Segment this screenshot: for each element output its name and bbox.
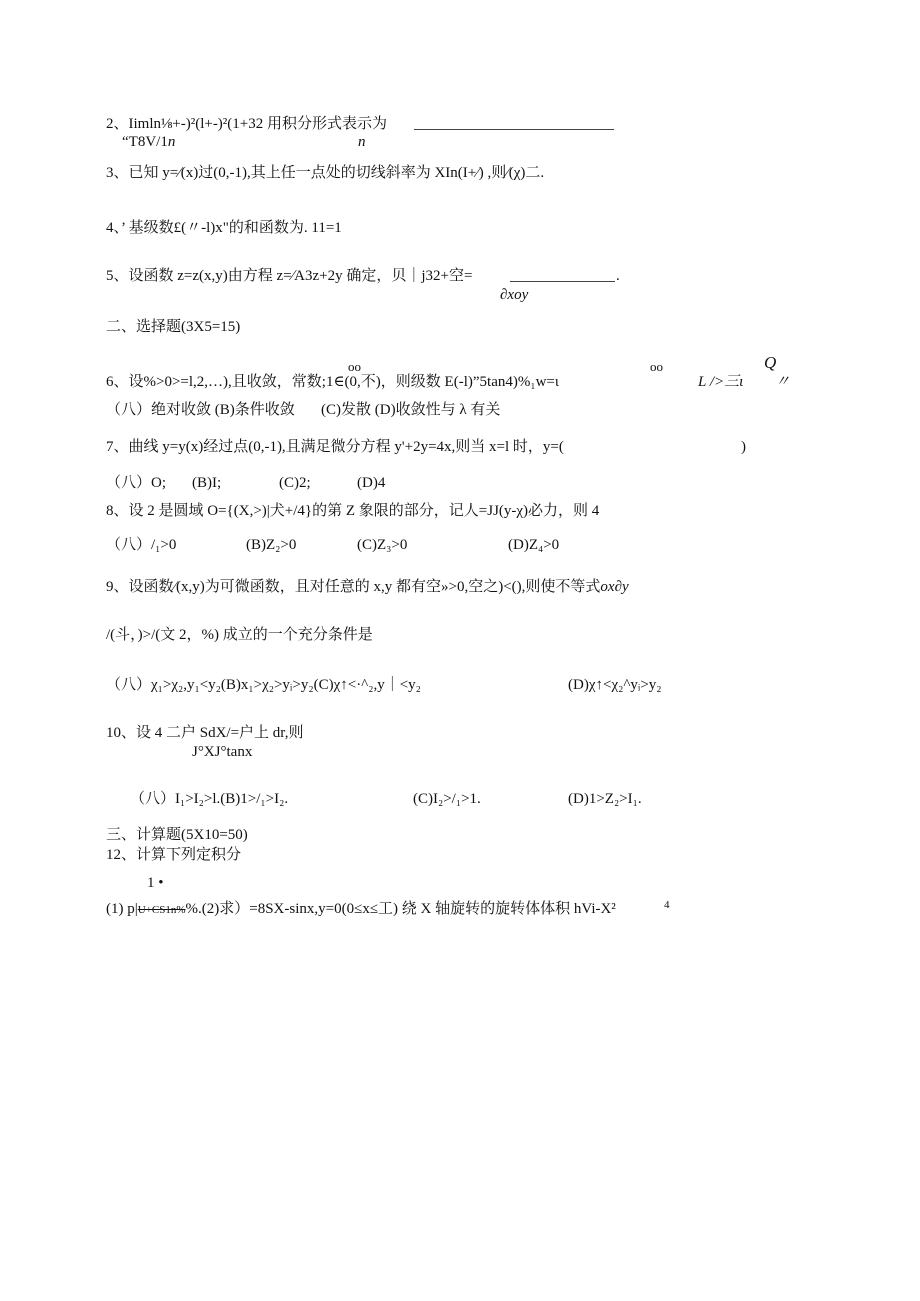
question-9-line-2: /(斗，)>/(文 2，%) 成立的一个充分条件是 [106, 627, 373, 643]
question-8-option-a: （八）/₁>0 [106, 537, 177, 553]
question-6-tail: L />三ι [698, 374, 744, 390]
question-5: 5、设函数 z=z(x,y)由方程 z=∕A3z+2y 确定，贝｜j32+空= [106, 268, 473, 284]
question-10: 10、设 4 二户 SdX/=户上 dr,则 [106, 725, 304, 741]
question-9-options: （八）χ₁>χ₂,y₁<y₂(B)x₁>χ₂>yᵢ>y₂(C)χ↑<·^₂,y｜<y₂ [106, 677, 421, 693]
question-6: 6、设%>0>=l,2,…),且收敛，常数;1∈(0,不)，则级数 E(-l)”5tan4)%₁w=ι [106, 374, 559, 390]
question-8-option-d: (D)Z₄>0 [508, 537, 560, 553]
question-6-infinity-1: oo [348, 359, 361, 374]
question-7-option-d: (D)4 [357, 475, 386, 491]
question-2-subscript-n: n [358, 134, 366, 150]
question-12-superscript-4: 4 [664, 899, 670, 911]
question-6-quote: 〃 [775, 374, 791, 390]
question-10-integrals: J°XJ°tanx [192, 744, 253, 760]
question-12-part-1: (1) p|U+CS1n%%.(2)求）=8SX-sinx,y=0(0≤x≤工) 绕 X 轴旋转的旋转体体积 hVi-X² [106, 901, 616, 917]
question-12-dot: 1 • [147, 875, 164, 891]
question-5-period: . [616, 268, 620, 284]
question-12: 12、计算下列定积分 [106, 847, 242, 863]
answer-blank-q5 [510, 281, 615, 282]
question-6-infinity-2: oo [650, 359, 663, 374]
question-10-option-c: (C)I₂>/₁>1. [413, 791, 481, 807]
question-10-option-a: （八）I₁>I₂>l.(B)1>/₁>I₂. [130, 791, 289, 807]
question-4: 4、’ 基级数£(〃-l)x"的和函数为. 11=1 [106, 220, 342, 236]
question-7-option-b: (B)I; [192, 475, 222, 491]
section-2-title: 二、选择题(3X5=15) [106, 319, 241, 335]
question-6-q: Q [764, 353, 777, 372]
question-5-denominator: ∂xoy [500, 287, 529, 303]
question-3: 3、已知 y=∕(x)过(0,-1),其上任一点处的切线斜率为 XIn(I+∕) ,则∕(χ)二. [106, 165, 545, 181]
question-8: 8、设 2 是圆域 O={(X,>)|犬+/4}的第 Z 象限的部分，记人=JJ(y-χ)必力，则 4 [106, 503, 600, 519]
question-8-option-b: (B)Z₂>0 [246, 537, 297, 553]
question-2-subscript-left: “T8V/1n [122, 134, 176, 150]
question-7-option-a: （八）O; [106, 475, 167, 491]
question-7-option-c: (C)2; [279, 475, 311, 491]
question-9: 9、设函数∕(x,y)为可微函数，且对任意的 x,y 都有空»>0,空之)<(),则使不等式ox∂y [106, 579, 629, 595]
question-8-option-c: (C)Z₃>0 [357, 537, 408, 553]
question-2: 2、Iimln⅛+-)²(l+-)²(1+32 用积分形式表示为 [106, 116, 388, 132]
question-9-option-d: (D)χ↑<χ₂^yᵢ>y₂ [568, 677, 662, 693]
question-7: 7、曲线 y=y(x)经过点(0,-1),且满足微分方程 y'+2y=4x,则当 x=l 时，y=( [106, 439, 564, 455]
question-10-option-d: (D)1>Z₂>I₁. [568, 791, 642, 807]
question-6-options: （八）绝对收敛 (B)条件收敛 (C)发散 (D)收敛性与 λ 有关 [106, 402, 501, 418]
question-7-close-paren: ) [741, 439, 746, 455]
section-3-title: 三、计算题(5X10=50) [106, 827, 248, 843]
answer-blank-q2 [414, 129, 614, 130]
